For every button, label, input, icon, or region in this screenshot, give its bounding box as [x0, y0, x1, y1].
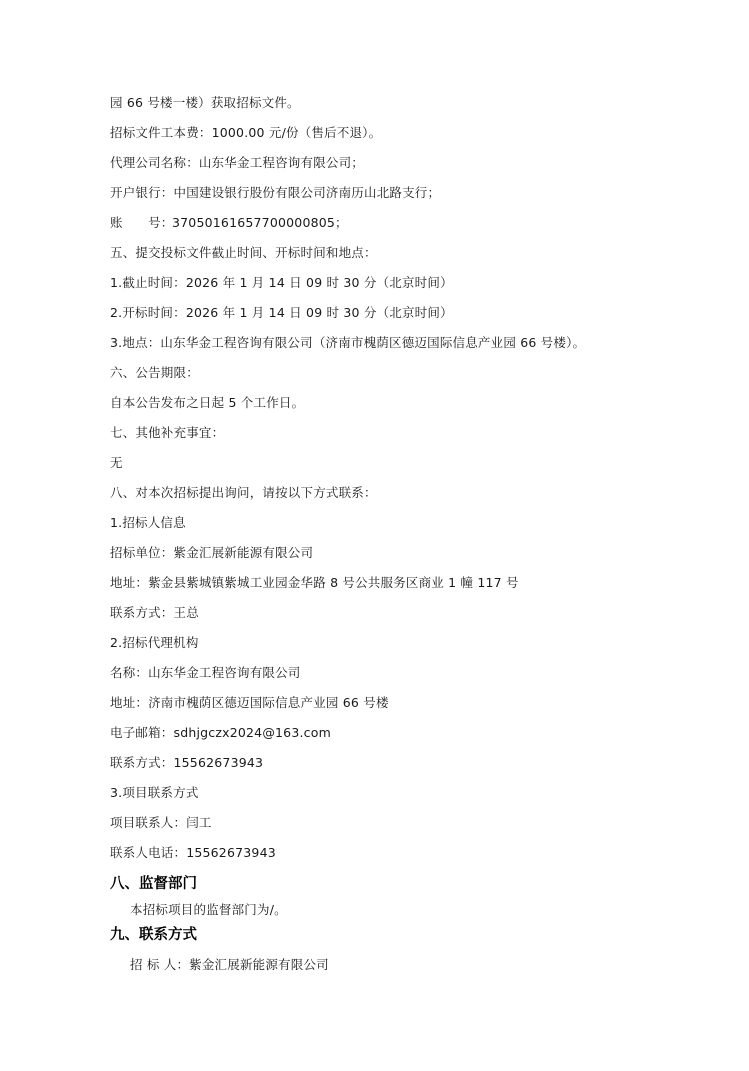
- text-line-agency-address: 地址：济南市槐荫区德迈国际信息产业园 66 号楼: [110, 695, 389, 710]
- section-8-text: 本招标项目的监督部门为/。: [130, 902, 287, 917]
- section-6-title: 六、公告期限：: [110, 365, 199, 380]
- text-line-tenderer-address: 地址：紫金县紫城镇紫城工业园金华路 8 号公共服务区商业 1 幢 117 号: [110, 575, 519, 590]
- section-8-inquiry-title: 八、对本次招标提出询问，请按以下方式联系：: [110, 485, 377, 500]
- account-number: 37050161657700000805；: [172, 215, 348, 230]
- text-line-tenderer-info: 1.招标人信息: [110, 515, 186, 530]
- text-line-doc-fee: 招标文件工本费：1000.00 元/份（售后不退）。: [110, 125, 382, 140]
- text-line-project-contact: 项目联系人：闫工: [110, 815, 212, 830]
- account-label: 账 号：: [110, 215, 174, 230]
- text-line-agency-phone: 联系方式：15562673943: [110, 755, 264, 770]
- text-line-agency-name-2: 名称：山东华金工程咨询有限公司: [110, 665, 301, 680]
- section-9-text: 招 标 人：紫金汇展新能源有限公司: [130, 957, 329, 972]
- text-line-tenderer-unit: 招标单位：紫金汇展新能源有限公司: [110, 545, 314, 560]
- text-line-opening-time: 2.开标时间：2026 年 1 月 14 日 09 时 30 分（北京时间）: [110, 305, 453, 320]
- text-line-deadline: 1.截止时间：2026 年 1 月 14 日 09 时 30 分（北京时间）: [110, 275, 453, 290]
- section-9-heading: 九、联系方式: [110, 927, 197, 943]
- text-line-agency-name: 代理公司名称：山东华金工程咨询有限公司；: [110, 155, 365, 170]
- text-line-tenderer-contact: 联系方式：王总: [110, 605, 199, 620]
- text-line-contact-phone: 联系人电话：15562673943: [110, 845, 276, 860]
- text-line-email: 电子邮箱：sdhjgczx2024@163.com: [110, 725, 331, 740]
- section-5-title: 五、提交投标文件截止时间、开标时间和地点：: [110, 245, 377, 260]
- text-line-account: [110, 215, 348, 231]
- text-line-none: 无: [110, 455, 123, 470]
- text-line-bank: 开户银行：中国建设银行股份有限公司济南历山北路支行；: [110, 185, 441, 200]
- text-line-location: 3.地点：山东华金工程咨询有限公司（济南市槐荫区德迈国际信息产业园 66 号楼）。: [110, 335, 586, 350]
- text-line-project-contact-title: 3.项目联系方式: [110, 785, 199, 800]
- text-line-obtain-docs: 园 66 号楼一楼）获取招标文件。: [110, 95, 300, 110]
- text-line-notice-period: 自本公告发布之日起 5 个工作日。: [110, 395, 305, 410]
- section-7-title: 七、其他补充事宜：: [110, 425, 225, 440]
- section-8-heading: 八、监督部门: [110, 876, 197, 892]
- text-line-agency-title: 2.招标代理机构: [110, 635, 199, 650]
